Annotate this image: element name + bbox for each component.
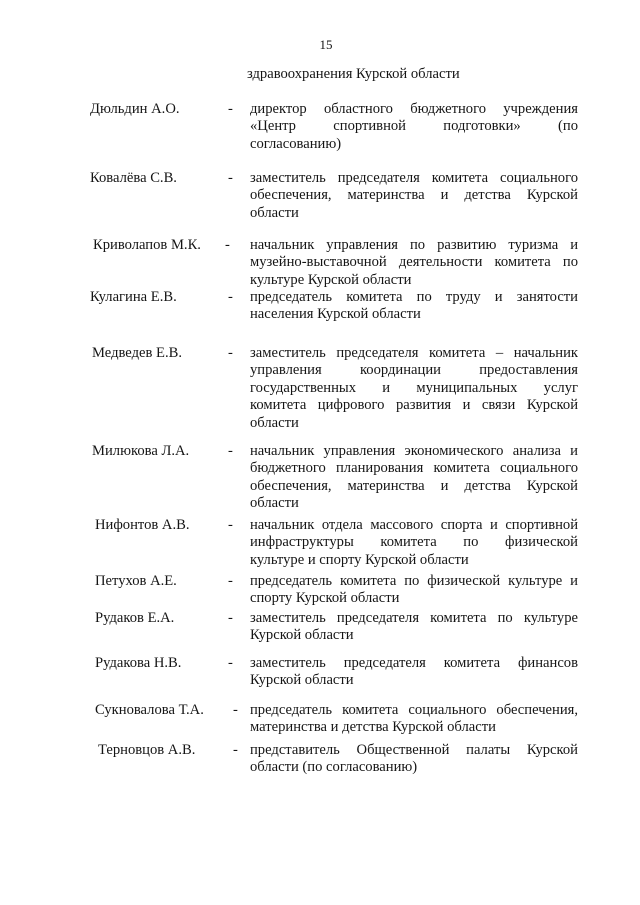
separator-dash: - — [228, 655, 233, 671]
role-line: Курской области — [250, 672, 354, 689]
role-line: согласованию) — [250, 135, 342, 152]
member-name: Дюльдин А.О. — [90, 101, 180, 117]
member-role — [250, 517, 578, 569]
member-role — [250, 655, 578, 690]
member-role — [250, 170, 578, 222]
member-role — [250, 237, 578, 289]
role-line: заместитель председателя комитета социального — [250, 170, 578, 186]
separator-dash: - — [225, 237, 230, 253]
role-line: инфраструктуры комитета по физической — [250, 534, 578, 551]
role-line: председатель комитета по физической культуре и — [250, 573, 578, 589]
role-line: области — [250, 495, 299, 512]
member-name: Сукновалова Т.А. — [95, 702, 204, 718]
separator-dash: - — [228, 443, 233, 459]
member-name: Рудакова Н.В. — [95, 655, 182, 671]
separator-dash: - — [233, 742, 238, 758]
member-name: Нифонтов А.В. — [95, 517, 190, 533]
member-name: Терновцов А.В. — [98, 742, 196, 758]
member-name: Рудаков Е.А. — [95, 610, 175, 626]
role-line: начальник управления по развитию туризма и — [250, 237, 578, 253]
continuation-text: здравоохранения Курской области — [247, 66, 460, 82]
separator-dash: - — [228, 170, 233, 186]
member-role — [250, 610, 578, 645]
role-line: области — [250, 414, 299, 431]
role-line: «Центр спортивной подготовки» (по — [250, 118, 578, 135]
role-line: культуре Курской области — [250, 271, 412, 288]
role-line: управления координации предоставления — [250, 362, 578, 379]
member-role — [250, 443, 578, 513]
separator-dash: - — [233, 702, 238, 718]
separator-dash: - — [228, 345, 233, 361]
role-line: представитель Общественной палаты Курской — [250, 742, 578, 758]
role-line: председатель комитета по труду и занятости — [250, 289, 578, 305]
role-line: бюджетного планирования комитета социального — [250, 460, 578, 477]
role-line: начальник управления экономического анализа и — [250, 443, 578, 459]
role-line: заместитель председателя комитета – начальник — [250, 345, 578, 361]
member-name: Петухов А.Е. — [95, 573, 177, 589]
role-line: обеспечения, материнства и детства Курской — [250, 477, 578, 494]
role-line: начальник отдела массового спорта и спортивной — [250, 517, 578, 533]
separator-dash: - — [228, 610, 233, 626]
separator-dash: - — [228, 289, 233, 305]
member-name: Криволапов М.К. — [93, 237, 201, 253]
role-line: культуре и спорту Курской области — [250, 551, 469, 568]
separator-dash: - — [228, 573, 233, 589]
role-line: обеспечения, материнства и детства Курской — [250, 187, 578, 204]
member-name: Кулагина Е.В. — [90, 289, 177, 305]
role-line: спорту Курской области — [250, 590, 400, 607]
role-line: области (по согласованию) — [250, 759, 418, 776]
role-line: комитета цифрового развития и связи Курской — [250, 397, 578, 414]
role-line: материнства и детства Курской области — [250, 719, 496, 736]
role-line: заместитель председателя комитета по культуре — [250, 610, 578, 626]
separator-dash: - — [228, 101, 233, 117]
role-line: государственных и муниципальных услуг — [250, 379, 578, 396]
member-name: Ковалёва С.В. — [90, 170, 177, 186]
member-name: Медведев Е.В. — [92, 345, 182, 361]
member-role — [250, 289, 578, 324]
role-line: председатель комитета социального обеспечения, — [250, 702, 578, 718]
page-number: 15 — [319, 37, 333, 52]
role-line: директор областного бюджетного учреждения — [250, 101, 578, 117]
member-role — [250, 345, 578, 432]
role-line: населения Курской области — [250, 306, 421, 323]
separator-dash: - — [228, 517, 233, 533]
member-role — [250, 573, 578, 608]
role-line: Курской области — [250, 627, 354, 644]
member-role — [250, 702, 578, 737]
role-line: области — [250, 204, 299, 221]
role-line: заместитель председателя комитета финансов — [250, 655, 578, 671]
member-role — [250, 101, 578, 153]
member-name: Милюкова Л.А. — [92, 443, 190, 459]
member-role — [250, 742, 578, 777]
role-line: музейно-выставочной деятельности комитета по — [250, 254, 578, 271]
